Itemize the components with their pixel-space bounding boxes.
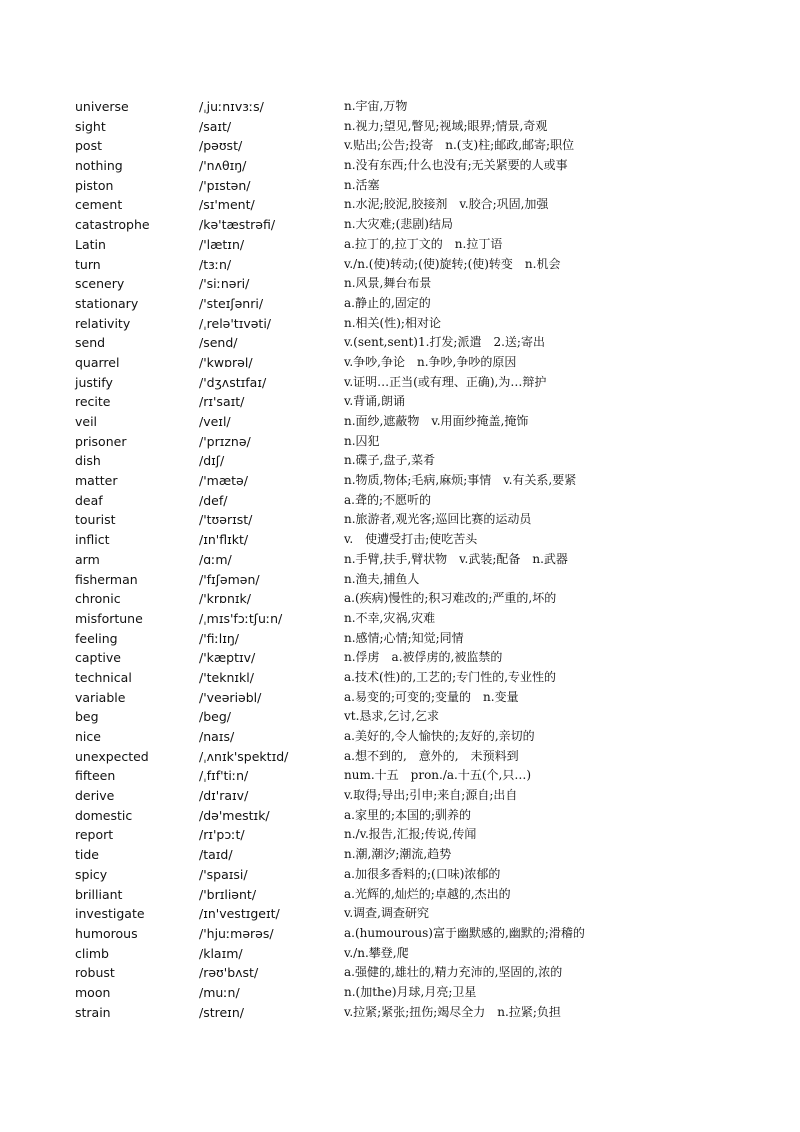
vocab-phonetic: /klaɪm/	[199, 945, 243, 961]
vocab-row	[75, 865, 775, 885]
vocab-row	[75, 471, 775, 491]
vocab-row	[75, 806, 775, 826]
vocab-phonetic: /naɪs/	[199, 729, 235, 744]
vocab-word: domestic	[75, 807, 133, 823]
vocab-word: humorous	[75, 925, 138, 941]
vocab-phonetic: /ɑːm/	[199, 551, 232, 567]
vocab-phonetic: /'mætə/	[199, 473, 248, 489]
vocab-phonetic: /dɪʃ/	[199, 453, 225, 469]
vocab-meaning: a.美好的,令人愉快的;友好的,亲切的	[344, 729, 535, 743]
vocab-word: brilliant	[75, 886, 123, 902]
vocab-row	[75, 766, 775, 786]
vocab-row	[75, 294, 775, 314]
vocab-word: justify	[75, 374, 113, 390]
vocab-row	[75, 353, 775, 373]
vocab-word: captive	[75, 650, 121, 666]
vocab-row	[75, 963, 775, 983]
vocab-meaning: a.易变的;可变的;变量的 n.变量	[344, 689, 519, 704]
vocab-phonetic: /ˌrelə'tɪvəti/	[199, 315, 272, 331]
vocab-word: derive	[75, 788, 115, 804]
vocab-row	[75, 176, 775, 196]
vocab-row	[75, 530, 775, 550]
vocab-word: matter	[75, 473, 118, 489]
vocab-row	[75, 727, 775, 747]
vocab-phonetic: /'teknɪkl/	[199, 669, 254, 685]
vocab-phonetic: /'prɪznə/	[199, 433, 251, 449]
vocab-row	[75, 510, 775, 530]
vocab-word: report	[75, 827, 114, 843]
vocab-meaning: n.不幸,灾祸,灾难	[344, 610, 436, 625]
vocab-word: inflict	[75, 532, 110, 548]
vocab-phonetic: /'brɪliənt/	[199, 886, 257, 902]
vocab-meaning: v.(sent,sent)1.打发;派遣 2.送;寄出	[344, 335, 545, 350]
vocab-row	[75, 570, 775, 590]
vocab-row	[75, 786, 775, 806]
vocab-row	[75, 885, 775, 905]
vocab-row	[75, 195, 775, 215]
vocab-word: dish	[75, 453, 101, 469]
vocab-row	[75, 924, 775, 944]
vocab-word: universe	[75, 99, 129, 114]
vocab-row	[75, 845, 775, 865]
vocab-meaning: n.视力;望见,瞥见;视域;眼界;情景,奇观	[344, 118, 548, 133]
vocab-word: investigate	[75, 906, 145, 922]
vocab-meaning: n.感情;心情;知觉;同情	[344, 630, 464, 645]
vocab-phonetic: /'steɪʃənri/	[199, 295, 264, 311]
vocab-meaning: n.面纱,遮蔽物 v.用面纱掩盖,掩饰	[344, 414, 529, 428]
vocab-row	[75, 274, 775, 294]
vocab-phonetic: /pəʊst/	[199, 138, 243, 154]
vocab-meaning: a.技术(性)的,工艺的;专门性的,专业性的	[344, 669, 557, 684]
vocab-row	[75, 117, 775, 137]
vocab-word: piston	[75, 177, 114, 193]
vocab-row	[75, 550, 775, 570]
vocab-phonetic: /'fiːlɪŋ/	[199, 630, 239, 646]
vocab-row	[75, 412, 775, 432]
vocab-word: arm	[75, 551, 100, 567]
vocab-meaning: vt.恳求,乞讨,乞求	[344, 709, 440, 724]
vocab-meaning: n./v.报告,汇报;传说,传闻	[344, 827, 477, 842]
vocab-phonetic: /def/	[199, 492, 228, 508]
vocab-phonetic: /'dʒʌstɪfaɪ/	[199, 374, 267, 390]
vocab-phonetic: /'fɪʃəmən/	[199, 571, 260, 587]
vocab-word: beg	[75, 709, 99, 725]
vocab-meaning: v.背诵,朗诵	[344, 394, 405, 409]
vocab-phonetic: /kə'tæstrəfi/	[199, 217, 276, 233]
vocab-meaning: a.静止的,固定的	[344, 295, 431, 310]
vocab-meaning: n.潮,潮汐;潮流,趋势	[344, 847, 452, 862]
vocab-row	[75, 589, 775, 609]
vocab-word: sight	[75, 118, 106, 134]
vocab-phonetic: /taɪd/	[199, 847, 233, 863]
vocab-row	[75, 648, 775, 668]
vocab-row	[75, 491, 775, 511]
vocab-phonetic: /rɪ'saɪt/	[199, 394, 245, 410]
vocab-meaning: a.家里的;本国的;驯养的	[344, 807, 472, 822]
vocab-phonetic: /send/	[199, 335, 238, 351]
vocab-row	[75, 136, 775, 156]
vocab-meaning: v. 使遭受打击;使吃苦头	[344, 532, 478, 547]
vocab-meaning: n.相关(性);相对论	[344, 315, 441, 330]
vocab-word: deaf	[75, 492, 103, 508]
vocab-row	[75, 235, 775, 255]
vocab-meaning: n.宇宙,万物	[344, 99, 408, 113]
vocab-meaning: v.证明…正当(或有理、正确),为…辩护	[344, 374, 547, 389]
vocab-row	[75, 983, 775, 1003]
vocab-phonetic: /ˌfɪf'tiːn/	[199, 768, 249, 784]
vocab-meaning: n.旅游者,观光客;巡回比赛的运动员	[344, 512, 532, 527]
vocab-meaning: n.囚犯	[344, 433, 380, 448]
vocab-meaning: n.物质,物体;毛病,麻烦;事情 v.有关系,要紧	[344, 473, 577, 488]
vocab-row	[75, 688, 775, 708]
vocab-word: Latin	[75, 236, 106, 252]
vocab-row	[75, 215, 775, 235]
vocab-word: tourist	[75, 512, 116, 528]
vocab-word: stationary	[75, 295, 139, 311]
vocab-phonetic: /'lætɪn/	[199, 236, 245, 252]
vocab-row	[75, 668, 775, 688]
vocab-word: relativity	[75, 315, 131, 331]
vocab-meaning: n.(加the)月球,月亮;卫星	[344, 984, 477, 999]
vocab-meaning: v.争吵,争论 n.争吵,争吵的原因	[344, 354, 517, 369]
vocab-meaning: a.(humourous)富于幽默感的,幽默的;滑稽的	[344, 925, 585, 940]
vocab-word: cement	[75, 197, 123, 213]
vocab-word: nothing	[75, 158, 123, 174]
vocab-phonetic: /streɪn/	[199, 1004, 244, 1020]
vocab-word: spicy	[75, 866, 108, 882]
vocab-word: tide	[75, 847, 99, 863]
vocab-row	[75, 944, 775, 964]
vocab-row	[75, 373, 775, 393]
vocab-meaning: n.渔夫,捕鱼人	[344, 571, 420, 586]
vocab-phonetic: /'kæptɪv/	[199, 650, 256, 666]
vocab-word: recite	[75, 394, 111, 410]
vocab-phonetic: /ˌmɪs'fɔːtʃuːn/	[199, 610, 283, 626]
vocab-phonetic: /ˌʌnɪk'spektɪd/	[199, 748, 289, 764]
vocab-phonetic: /rəʊ'bʌst/	[199, 965, 259, 981]
vocab-row	[75, 255, 775, 275]
vocab-phonetic: /saɪt/	[199, 118, 232, 134]
vocab-phonetic: /dɪ'raɪv/	[199, 788, 249, 804]
vocab-row	[75, 609, 775, 629]
vocab-word: scenery	[75, 276, 125, 292]
vocab-word: climb	[75, 945, 109, 961]
vocab-row	[75, 629, 775, 649]
vocab-meaning: v.拉紧;紧张;扭伤;竭尽全力 n.拉紧;负担	[344, 1004, 561, 1019]
vocab-phonetic: /beg/	[199, 709, 231, 725]
vocab-row	[75, 314, 775, 334]
vocab-row	[75, 707, 775, 727]
vocab-phonetic: /'pɪstən/	[199, 177, 251, 193]
vocab-phonetic: /sɪ'ment/	[199, 197, 255, 213]
vocab-phonetic: /'kwɒrəl/	[199, 354, 253, 370]
vocab-phonetic: /də'mestɪk/	[199, 807, 270, 823]
vocabulary-list	[75, 97, 775, 1022]
vocab-word: feeling	[75, 630, 118, 646]
vocab-phonetic: /veɪl/	[199, 414, 231, 429]
vocab-meaning: v.调查,调查研究	[344, 906, 429, 921]
vocab-row	[75, 392, 775, 412]
vocab-row	[75, 156, 775, 176]
vocab-row	[75, 904, 775, 924]
vocab-meaning: n.碟子,盘子,菜肴	[344, 453, 436, 468]
vocab-meaning: n.活塞	[344, 177, 380, 192]
vocab-row	[75, 97, 775, 117]
vocab-meaning: v.取得;导出;引申;来自;源自;出自	[344, 788, 518, 803]
vocab-word: variable	[75, 689, 126, 705]
vocab-row	[75, 1003, 775, 1023]
vocab-row	[75, 333, 775, 353]
vocab-meaning: a.拉丁的,拉丁文的 n.拉丁语	[344, 236, 503, 251]
vocab-word: unexpected	[75, 748, 149, 764]
vocab-meaning: v./n.攀登,爬	[344, 945, 409, 960]
vocab-phonetic: /ɪn'vestɪgeɪt/	[199, 906, 280, 922]
vocab-meaning: num.十五 pron./a.十五(个,只…)	[344, 768, 532, 783]
vocab-word: moon	[75, 984, 111, 1000]
vocab-meaning: a.加很多香料的;(口味)浓郁的	[344, 866, 501, 881]
vocab-meaning: a.强健的,雄壮的,精力充沛的,坚固的,浓的	[344, 965, 563, 980]
vocab-meaning: v.贴出;公告;投寄 n.(支)柱;邮政,邮寄;职位	[344, 138, 575, 153]
vocab-meaning: a.光辉的,灿烂的;卓越的,杰出的	[344, 886, 511, 901]
vocab-row	[75, 451, 775, 471]
vocab-phonetic: /rɪ'pɔːt/	[199, 827, 245, 843]
vocab-meaning: n.风景,舞台布景	[344, 276, 432, 291]
vocab-phonetic: /'tʊərɪst/	[199, 512, 253, 528]
vocab-word: prisoner	[75, 433, 127, 449]
vocab-phonetic: /'krɒnɪk/	[199, 591, 251, 607]
vocab-row	[75, 432, 775, 452]
vocab-word: nice	[75, 729, 101, 744]
vocab-word: technical	[75, 669, 132, 685]
vocab-phonetic: /ˌjuːnɪvɜːs/	[199, 99, 264, 114]
vocab-meaning: a.聋的;不愿听的	[344, 492, 432, 507]
vocab-meaning: n.俘虏 a.被俘虏的,被监禁的	[344, 650, 503, 665]
vocab-word: quarrel	[75, 354, 120, 370]
vocab-word: strain	[75, 1004, 111, 1020]
vocab-phonetic: /muːn/	[199, 984, 240, 1000]
vocab-word: chronic	[75, 591, 121, 607]
vocab-meaning: n.水泥;胶泥,胶接剂 v.胶合;巩固,加强	[344, 197, 549, 212]
vocab-phonetic: /'nʌθɪŋ/	[199, 158, 247, 174]
vocab-phonetic: /tɜːn/	[199, 256, 232, 272]
vocab-meaning: n.手臂,扶手,臂状物 v.武装;配备 n.武器	[344, 551, 568, 566]
vocab-meaning: a.想不到的, 意外的, 未预料到	[344, 748, 519, 763]
vocab-phonetic: /'spaɪsi/	[199, 866, 248, 882]
vocab-meaning: n.没有东西;什么也没有;无关紧要的人或事	[344, 158, 568, 173]
vocab-word: robust	[75, 965, 115, 981]
vocab-row	[75, 747, 775, 767]
vocab-word: veil	[75, 414, 98, 429]
vocab-phonetic: /ɪn'flɪkt/	[199, 532, 249, 548]
vocab-word: post	[75, 138, 102, 154]
vocab-word: fisherman	[75, 571, 138, 587]
vocab-row	[75, 825, 775, 845]
vocab-word: misfortune	[75, 610, 143, 626]
vocab-word: catastrophe	[75, 217, 150, 233]
vocab-phonetic: /'veəriəbl/	[199, 689, 262, 705]
vocab-word: fifteen	[75, 768, 116, 784]
vocab-meaning: n.大灾难;(悲剧)结局	[344, 217, 453, 232]
vocab-phonetic: /'siːnəri/	[199, 276, 250, 292]
vocab-word: send	[75, 335, 106, 351]
vocab-phonetic: /'hjuːmərəs/	[199, 925, 274, 941]
vocab-word: turn	[75, 256, 101, 272]
vocab-meaning: a.(疾病)慢性的;积习难改的;严重的,坏的	[344, 591, 557, 606]
vocab-meaning: v./n.(使)转动;(使)旋转;(使)转变 n.机会	[344, 256, 561, 271]
